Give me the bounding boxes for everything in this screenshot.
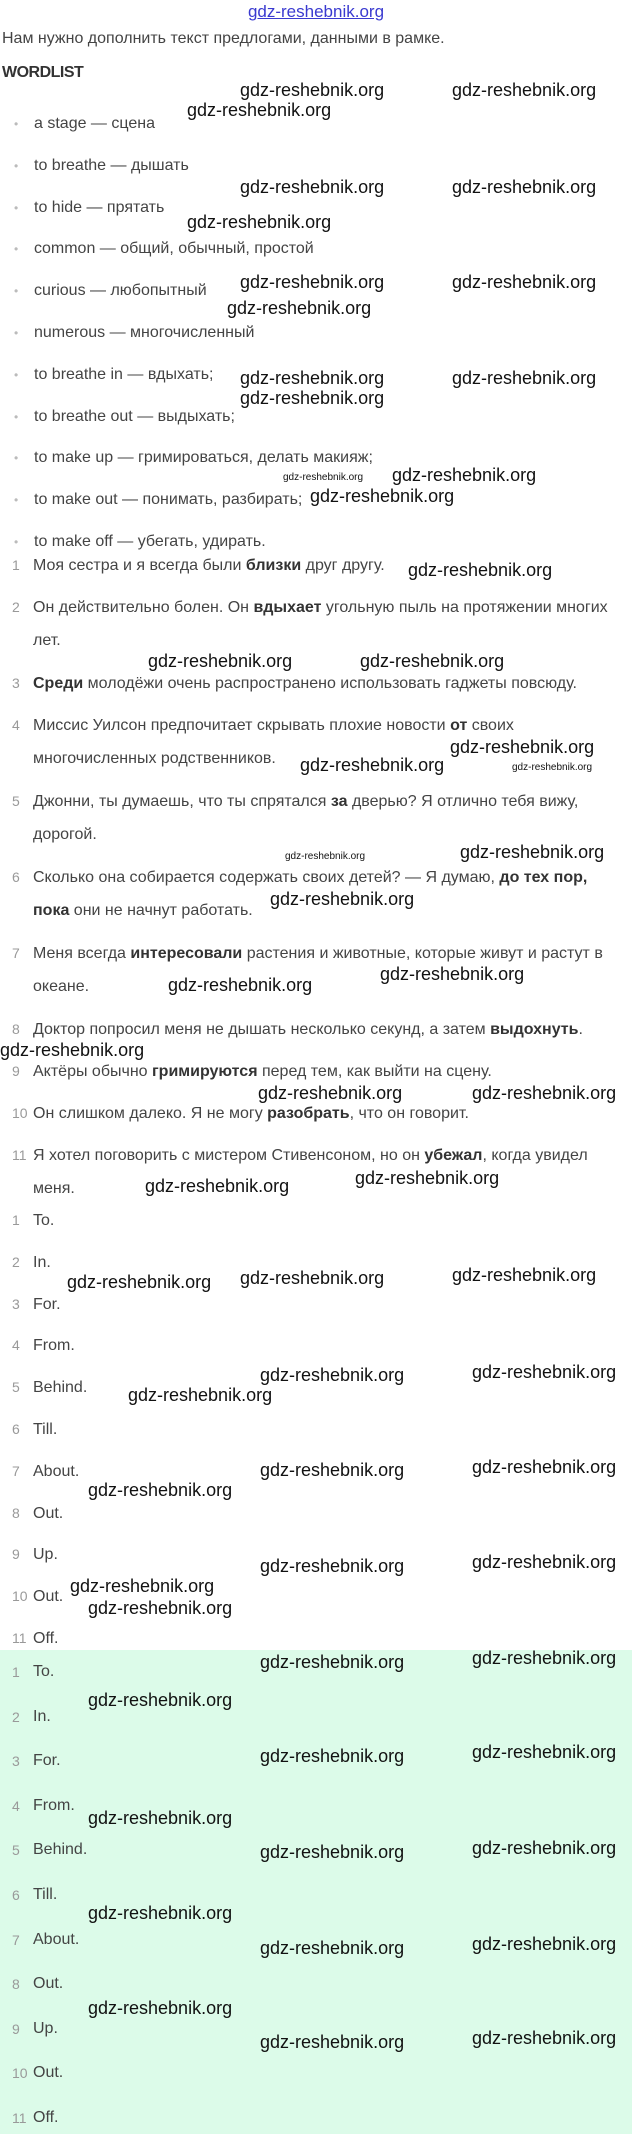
watermark: gdz-reshebnik.org	[260, 1460, 405, 1480]
answer-text: In.	[33, 1707, 51, 1725]
sentence-answer-bold: убежал	[424, 1147, 483, 1164]
watermark: gdz-reshebnik.org	[88, 1808, 233, 1828]
watermark: gdz-reshebnik.org	[380, 964, 525, 984]
answer-number: 11	[12, 2109, 27, 2126]
watermark: gdz-reshebnik.org	[128, 1385, 273, 1405]
watermark: gdz-reshebnik.org	[472, 1648, 617, 1668]
sentence-text-before: Меня всегда	[33, 945, 131, 962]
bullet-icon: •	[14, 409, 19, 424]
watermark: gdz-reshebnik.org	[472, 1552, 617, 1572]
answer-number: 6	[12, 1420, 20, 1437]
bullet-icon: •	[14, 158, 19, 173]
watermark: gdz-reshebnik.org	[355, 1168, 500, 1188]
watermark: gdz-reshebnik.org	[70, 1576, 215, 1596]
answer-number: 3	[12, 1753, 20, 1770]
sentence-text-after: молодёжи очень распространено использовать гаджеты повсюду.	[83, 675, 577, 692]
watermark: gdz-reshebnik.org	[240, 177, 385, 197]
answer-item	[0, 2096, 632, 2134]
sentence-number: 3	[12, 675, 20, 691]
sentence-text-after: , что он говорит.	[349, 1105, 469, 1122]
watermark: gdz-reshebnik.org	[270, 889, 415, 909]
watermark: gdz-reshebnik.org	[148, 651, 293, 671]
wordlist-item-text: to make out — понимать, разбирать;	[34, 491, 303, 509]
sentence-answer-bold: Среди	[33, 675, 84, 692]
watermark: gdz-reshebnik.org	[67, 1272, 212, 1292]
answer-number: 1	[12, 1664, 20, 1680]
watermark: gdz-reshebnik.org	[88, 1903, 233, 1923]
sentence-number: 8	[12, 1021, 20, 1037]
watermark: gdz-reshebnik.org	[240, 388, 385, 408]
answer-number: 7	[12, 1931, 20, 1948]
sentence-number: 6	[12, 869, 20, 885]
answer-text: Out.	[33, 2064, 64, 2082]
bullet-icon: •	[14, 325, 19, 340]
sentence-text-after: перед тем, как выйти на сцену.	[257, 1063, 492, 1080]
wordlist-title: WORDLIST	[2, 64, 84, 81]
sentence-text-after: .	[578, 1021, 583, 1038]
sentence-number: 4	[12, 717, 20, 733]
answer-text: In.	[33, 1253, 51, 1271]
watermark: gdz-reshebnik.org	[472, 1083, 617, 1103]
watermark: gdz-reshebnik.org	[283, 472, 364, 483]
answer-text: From.	[33, 1796, 75, 1814]
watermark: gdz-reshebnik.org	[452, 368, 597, 388]
watermark: gdz-reshebnik.org	[260, 1365, 405, 1385]
answer-text: Out.	[33, 1588, 64, 1606]
watermark: gdz-reshebnik.org	[240, 368, 385, 388]
answer-text: Behind.	[33, 1379, 88, 1397]
watermark: gdz-reshebnik.org	[408, 560, 553, 580]
sentence-answer-bold: до тех пор, пока	[33, 869, 588, 919]
watermark: gdz-reshebnik.org	[260, 1746, 405, 1766]
watermark: gdz-reshebnik.org	[512, 762, 593, 773]
wordlist-item-text: numerous — многочисленный	[34, 323, 255, 341]
bullet-icon: •	[14, 493, 19, 508]
sentence-number: 11	[12, 1147, 27, 1163]
sentence-answer-bold: разобрать	[267, 1105, 350, 1122]
answer-item	[0, 2051, 632, 2096]
watermark: gdz-reshebnik.org	[240, 1268, 385, 1288]
watermark: gdz-reshebnik.org	[258, 1083, 403, 1103]
watermark: gdz-reshebnik.org	[260, 1842, 405, 1862]
answer-number: 7	[12, 1462, 20, 1479]
watermark: gdz-reshebnik.org	[472, 1457, 617, 1477]
answer-text: For.	[33, 1752, 61, 1770]
answer-text: Off.	[33, 1629, 59, 1647]
sentence-text-after: своих многочисленных родственников.	[33, 717, 514, 767]
wordlist-item-text: a stage — сцена	[34, 115, 155, 132]
watermark: gdz-reshebnik.org	[227, 298, 372, 318]
sentence-answer-bold: интересовали	[130, 945, 243, 962]
wordlist-item-text: curious — любопытный	[34, 282, 207, 300]
wordlist-item-text: to make up — гримироваться, делать макияж;	[34, 449, 373, 467]
watermark: gdz-reshebnik.org	[472, 1934, 617, 1954]
sentence-item	[0, 591, 620, 667]
watermark: gdz-reshebnik.org	[260, 1938, 405, 1958]
bullet-icon: •	[14, 534, 19, 549]
highlighted-answer-list	[0, 1650, 632, 2134]
watermark: gdz-reshebnik.org	[187, 100, 332, 120]
answer-text: Off.	[33, 2108, 59, 2126]
sentence-text-before: Он слишком далеко. Я не могу	[33, 1105, 268, 1122]
answer-number: 5	[12, 1842, 20, 1859]
answer-text: To.	[33, 1212, 55, 1229]
watermark: gdz-reshebnik.org	[472, 1742, 617, 1762]
answer-number: 2	[12, 1253, 20, 1270]
watermark: gdz-reshebnik.org	[452, 177, 597, 197]
watermark: gdz-reshebnik.org	[88, 1598, 233, 1618]
sentence-item	[0, 667, 620, 709]
sentence-answer-bold: близки	[245, 557, 302, 574]
watermark: gdz-reshebnik.org	[88, 1480, 233, 1500]
sentence-text-after: растения и животные, которые живут и растут в океане.	[33, 945, 603, 995]
sentence-text-before: Актёры обычно	[33, 1063, 152, 1080]
answer-number: 9	[12, 1546, 20, 1563]
watermark: gdz-reshebnik.org	[450, 737, 595, 757]
wordlist-item-text: to hide — прятать	[34, 198, 165, 216]
watermark: gdz-reshebnik.org	[392, 465, 537, 485]
sentence-text-after: дверью? Я отлично тебя вижу, дорогой.	[33, 793, 579, 843]
watermark: gdz-reshebnik.org	[187, 212, 332, 232]
watermark: gdz-reshebnik.org	[145, 1176, 290, 1196]
answer-text: Till.	[33, 1420, 58, 1438]
bullet-icon: •	[14, 367, 19, 382]
sentence-number: 7	[12, 945, 20, 961]
bullet-icon: •	[14, 117, 19, 131]
watermark: gdz-reshebnik.org	[472, 1838, 617, 1858]
watermark: gdz-reshebnik.org	[285, 851, 366, 862]
sentence-text-before: Моя сестра и я всегда были	[33, 557, 246, 574]
sentence-number: 5	[12, 793, 20, 809]
sentence-text-after: , когда увидел меня.	[33, 1147, 588, 1197]
answer-number: 6	[12, 1886, 20, 1903]
watermark: gdz-reshebnik.org	[240, 272, 385, 292]
watermark: gdz-reshebnik.org	[452, 80, 597, 100]
answer-text: Till.	[33, 1885, 58, 1903]
bullet-icon: •	[14, 200, 19, 215]
bullet-icon: •	[14, 284, 19, 299]
watermark: gdz-reshebnik.org	[310, 486, 455, 506]
answer-text: Out.	[33, 1975, 64, 1993]
sentence-item	[0, 1097, 620, 1139]
answer-number: 9	[12, 2020, 20, 2037]
sentence-text-before: Он действительно болен. Он	[33, 599, 254, 616]
answer-number: 10	[12, 1588, 28, 1605]
watermark: gdz-reshebnik.org	[260, 1652, 405, 1672]
sentence-number: 2	[12, 599, 20, 615]
site-link[interactable]: gdz-reshebnik.org	[247, 2, 385, 21]
answer-number: 8	[12, 1504, 20, 1521]
sentence-number: 1	[12, 557, 20, 573]
sentence-list	[0, 549, 620, 1215]
answer-number: 10	[12, 2065, 28, 2082]
wordlist-item-text: common — общий, обычный, простой	[34, 240, 314, 258]
watermark: gdz-reshebnik.org	[168, 975, 313, 995]
answer-text: Up.	[33, 1546, 58, 1564]
answer-text: About.	[33, 1930, 80, 1948]
answer-text: About.	[33, 1462, 80, 1480]
wordlist-item	[0, 317, 373, 359]
wordlist-item-text: to breathe — дышать	[34, 156, 189, 174]
watermark: gdz-reshebnik.org	[300, 755, 445, 775]
wordlist-item	[0, 233, 373, 275]
answer-item	[0, 1325, 632, 1367]
answer-number: 4	[12, 1337, 20, 1354]
bullet-icon: •	[14, 451, 19, 466]
sentence-answer-bold: от	[450, 717, 468, 734]
sentence-text-after: угольную пыль на протяжении многих лет.	[33, 599, 608, 649]
answer-number: 3	[12, 1295, 20, 1312]
answer-text: From.	[33, 1337, 75, 1355]
task-intro: Нам нужно дополнить текст предлогами, данными в рамке.	[2, 30, 445, 47]
wordlist-item-text: to breathe in — вдыхать;	[34, 365, 214, 383]
answer-number: 1	[12, 1212, 20, 1228]
answer-text: To.	[33, 1663, 55, 1680]
answer-number: 2	[12, 1708, 20, 1725]
sentence-text-before: Сколько она собирается содержать своих детей? — Я думаю,	[33, 869, 500, 886]
sentence-text-after: они не начнут работать.	[69, 902, 253, 919]
sentence-text-before: Миссис Уилсон предпочитает скрывать плохие новости	[33, 717, 451, 734]
sentence-number: 10	[12, 1105, 28, 1121]
watermark: gdz-reshebnik.org	[472, 2028, 617, 2048]
watermark: gdz-reshebnik.org	[0, 1040, 145, 1060]
sentence-text-before: Я хотел поговорить с мистером Стивенсоном, но он	[33, 1147, 425, 1164]
watermark: gdz-reshebnik.org	[452, 272, 597, 292]
watermark: gdz-reshebnik.org	[260, 2032, 405, 2052]
answer-text: Out.	[33, 1504, 64, 1522]
bullet-icon: •	[14, 242, 19, 257]
sentence-answer-bold: гримируются	[152, 1063, 258, 1080]
answer-text: Up.	[33, 2019, 58, 2037]
answer-number: 8	[12, 1976, 20, 1993]
watermark: gdz-reshebnik.org	[360, 651, 505, 671]
answer-item	[0, 1200, 632, 1242]
answer-text: For.	[33, 1295, 61, 1313]
watermark: gdz-reshebnik.org	[260, 1556, 405, 1576]
watermark: gdz-reshebnik.org	[460, 842, 605, 862]
sentence-answer-bold: вдыхает	[253, 599, 322, 616]
wordlist-item-text: to make off — убегать, удирать.	[34, 532, 266, 550]
answer-text: Behind.	[33, 1841, 88, 1859]
answer-item	[0, 1409, 632, 1451]
sentence-number: 9	[12, 1063, 20, 1079]
watermark: gdz-reshebnik.org	[472, 1362, 617, 1382]
watermark: gdz-reshebnik.org	[240, 80, 385, 100]
answer-number: 4	[12, 1797, 20, 1814]
watermark: gdz-reshebnik.org	[88, 1690, 233, 1710]
answer-number: 5	[12, 1379, 20, 1396]
watermark: gdz-reshebnik.org	[88, 1998, 233, 2018]
sentence-text-after: друг другу.	[301, 557, 385, 574]
sentence-text-before: Доктор попросил меня не дышать несколько секунд, а затем	[33, 1021, 491, 1038]
sentence-answer-bold: за	[330, 793, 348, 810]
sentence-text-before: Джонни, ты думаешь, что ты спрятался	[33, 793, 331, 810]
sentence-answer-bold: выдохнуть	[490, 1021, 579, 1038]
watermark: gdz-reshebnik.org	[452, 1265, 597, 1285]
answer-number: 11	[12, 1629, 27, 1646]
wordlist-item-text: to breathe out — выдыхать;	[34, 407, 235, 425]
